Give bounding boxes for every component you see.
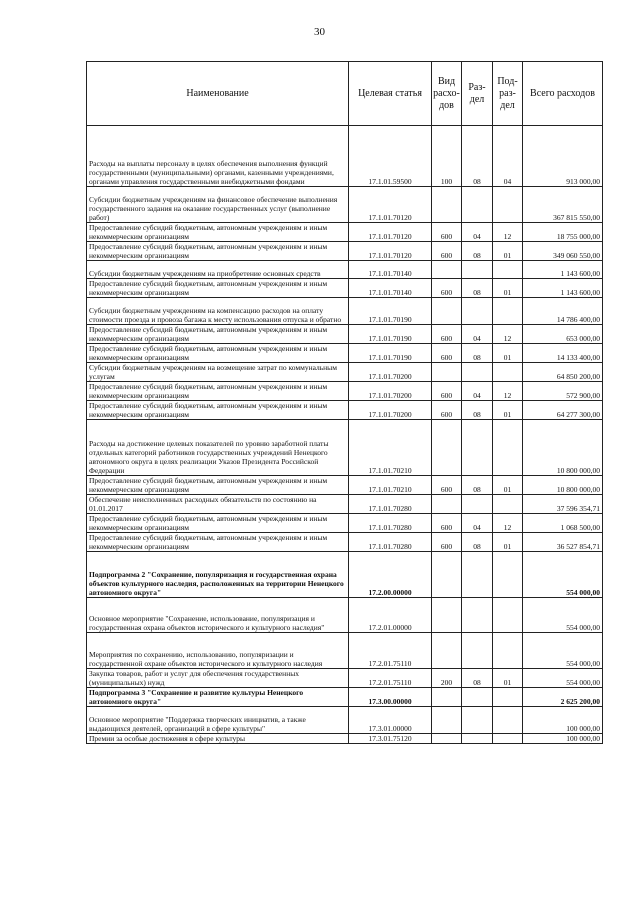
cell-podrazdel — [493, 261, 523, 279]
cell-code: 17.1.01.70120 — [349, 242, 432, 261]
cell-vid: 600 — [432, 325, 462, 344]
cell-vid — [432, 261, 462, 279]
table-header-row — [87, 62, 603, 126]
cell-razdel: 04 — [462, 223, 493, 242]
cell-code: 17.1.01.70280 — [349, 495, 432, 514]
table-row — [87, 223, 603, 242]
cell-name: Предоставление субсидий бюджетным, автономным учреждениям и иным некоммерческим организациям — [87, 344, 349, 363]
cell-name: Субсидии бюджетным учреждениям на возмещение затрат по коммунальным услугам — [87, 363, 349, 382]
cell-name: Подпрограмма 3 "Сохранение и развитие культуры Ненецкого автономного округа" — [87, 688, 349, 707]
cell-name: Основное мероприятие "Поддержка творческих инициатив, а также выдающихся деятелей, организаций в сфере культуры" — [87, 707, 349, 734]
cell-code: 17.1.01.70280 — [349, 514, 432, 533]
cell-vid — [432, 598, 462, 633]
table-body — [87, 126, 603, 744]
cell-code: 17.1.01.70210 — [349, 420, 432, 476]
cell-sum: 64 850 200,00 — [523, 363, 603, 382]
cell-vid: 600 — [432, 242, 462, 261]
table-row — [87, 187, 603, 223]
cell-vid: 100 — [432, 126, 462, 187]
cell-name: Предоставление субсидий бюджетным, автономным учреждениям и иным некоммерческим организациям — [87, 325, 349, 344]
table-row — [87, 688, 603, 707]
cell-sum: 554 000,00 — [523, 669, 603, 688]
cell-name: Предоставление субсидий бюджетным, автономным учреждениям и иным некоммерческим организациям — [87, 401, 349, 420]
cell-vid: 600 — [432, 344, 462, 363]
cell-podrazdel — [493, 187, 523, 223]
cell-razdel: 08 — [462, 401, 493, 420]
cell-name: Обеспечение неисполненных расходных обязательств по состоянию на 01.01.2017 — [87, 495, 349, 514]
cell-vid — [432, 187, 462, 223]
table-row — [87, 325, 603, 344]
page-number: 30 — [314, 26, 325, 38]
cell-razdel: 08 — [462, 126, 493, 187]
header-name: Наименование — [87, 62, 349, 126]
cell-name: Расходы на достижение целевых показателей по уровню заработной платы отдельных категорий работников государственных учреждений Ненецкого автономного округа в целях реализации Указов Президента Российской Федерации — [87, 420, 349, 476]
cell-code: 17.1.01.70190 — [349, 325, 432, 344]
cell-razdel: 08 — [462, 279, 493, 298]
cell-name: Предоставление субсидий бюджетным, автономным учреждениям и иным некоммерческим организациям — [87, 382, 349, 401]
cell-code: 17.3.01.00000 — [349, 707, 432, 734]
cell-vid: 600 — [432, 476, 462, 495]
cell-podrazdel — [493, 552, 523, 598]
cell-vid: 600 — [432, 514, 462, 533]
cell-sum: 913 000,00 — [523, 126, 603, 187]
cell-vid: 600 — [432, 382, 462, 401]
cell-vid — [432, 734, 462, 744]
cell-name: Предоставление субсидий бюджетным, автономным учреждениям и иным некоммерческим организациям — [87, 533, 349, 552]
table-row — [87, 363, 603, 382]
cell-podrazdel: 01 — [493, 242, 523, 261]
cell-vid — [432, 420, 462, 476]
cell-vid: 200 — [432, 669, 462, 688]
cell-podrazdel — [493, 633, 523, 669]
cell-name: Подпрограмма 2 "Сохранение, популяризация и государственная охрана объектов культурного наследия, расположенных на территории Ненецкого автономного округа" — [87, 552, 349, 598]
cell-vid — [432, 495, 462, 514]
header-podrazdel: Под-раз-дел — [493, 62, 523, 126]
cell-razdel — [462, 707, 493, 734]
cell-code: 17.1.01.70140 — [349, 279, 432, 298]
cell-code: 17.1.01.70140 — [349, 261, 432, 279]
cell-code: 17.1.01.70280 — [349, 533, 432, 552]
cell-podrazdel: 12 — [493, 382, 523, 401]
cell-sum: 14 786 400,00 — [523, 298, 603, 325]
cell-razdel — [462, 552, 493, 598]
cell-name: Предоставление субсидий бюджетным, автономным учреждениям и иным некоммерческим организациям — [87, 223, 349, 242]
cell-podrazdel — [493, 734, 523, 744]
cell-sum: 18 755 000,00 — [523, 223, 603, 242]
table-row — [87, 382, 603, 401]
table-row — [87, 476, 603, 495]
cell-code: 17.3.00.00000 — [349, 688, 432, 707]
table-row — [87, 401, 603, 420]
cell-razdel — [462, 261, 493, 279]
cell-vid: 600 — [432, 279, 462, 298]
cell-name: Предоставление субсидий бюджетным, автономным учреждениям и иным некоммерческим организациям — [87, 476, 349, 495]
table-row — [87, 533, 603, 552]
cell-sum: 653 000,00 — [523, 325, 603, 344]
table-row — [87, 734, 603, 744]
cell-razdel: 08 — [462, 344, 493, 363]
cell-name: Премии за особые достижения в сфере культуры — [87, 734, 349, 744]
table-row — [87, 344, 603, 363]
cell-name: Мероприятия по сохранению, использованию, популяризации и государственной охране объектов исторического и культурного наследия — [87, 633, 349, 669]
cell-podrazdel: 04 — [493, 126, 523, 187]
cell-name: Предоставление субсидий бюджетным, автономным учреждениям и иным некоммерческим организациям — [87, 242, 349, 261]
cell-sum: 1 143 600,00 — [523, 279, 603, 298]
cell-podrazdel: 01 — [493, 476, 523, 495]
cell-sum: 37 596 354,71 — [523, 495, 603, 514]
table-row — [87, 633, 603, 669]
cell-code: 17.1.01.70120 — [349, 223, 432, 242]
cell-podrazdel — [493, 363, 523, 382]
table-row — [87, 279, 603, 298]
cell-podrazdel: 12 — [493, 325, 523, 344]
cell-code: 17.1.01.70200 — [349, 401, 432, 420]
cell-name: Расходы на выплаты персоналу в целях обеспечения выполнения функций государственными (муниципальными) органами, казенными учреждениями, органами управления государственными внебюджетными фондами — [87, 126, 349, 187]
cell-razdel — [462, 495, 493, 514]
cell-sum: 1 068 500,00 — [523, 514, 603, 533]
cell-code: 17.1.01.70210 — [349, 476, 432, 495]
header-vid: Вид расхо-дов — [432, 62, 462, 126]
cell-razdel: 04 — [462, 325, 493, 344]
cell-sum: 367 815 550,00 — [523, 187, 603, 223]
cell-code: 17.2.01.75110 — [349, 633, 432, 669]
table-row — [87, 420, 603, 476]
cell-vid: 600 — [432, 223, 462, 242]
cell-razdel — [462, 633, 493, 669]
cell-sum: 100 000,00 — [523, 707, 603, 734]
header-code: Целевая статья — [349, 62, 432, 126]
cell-podrazdel: 01 — [493, 533, 523, 552]
cell-razdel: 04 — [462, 514, 493, 533]
cell-name: Субсидии бюджетным учреждениям на приобретение основных средств — [87, 261, 349, 279]
cell-sum: 2 625 200,00 — [523, 688, 603, 707]
table-row — [87, 495, 603, 514]
cell-code: 17.2.00.00000 — [349, 552, 432, 598]
cell-name: Предоставление субсидий бюджетным, автономным учреждениям и иным некоммерческим организациям — [87, 279, 349, 298]
cell-podrazdel — [493, 298, 523, 325]
cell-code: 17.3.01.75120 — [349, 734, 432, 744]
cell-razdel — [462, 598, 493, 633]
cell-vid — [432, 707, 462, 734]
cell-podrazdel — [493, 598, 523, 633]
cell-code: 17.2.01.75110 — [349, 669, 432, 688]
cell-sum: 10 800 000,00 — [523, 420, 603, 476]
cell-razdel — [462, 688, 493, 707]
table-row — [87, 669, 603, 688]
cell-razdel — [462, 734, 493, 744]
cell-podrazdel — [493, 420, 523, 476]
cell-sum: 349 060 550,00 — [523, 242, 603, 261]
cell-podrazdel: 01 — [493, 401, 523, 420]
cell-podrazdel: 12 — [493, 223, 523, 242]
cell-code: 17.1.01.70200 — [349, 382, 432, 401]
cell-razdel: 08 — [462, 476, 493, 495]
cell-podrazdel: 12 — [493, 514, 523, 533]
cell-vid — [432, 552, 462, 598]
budget-table — [86, 61, 603, 744]
cell-vid — [432, 363, 462, 382]
table-row — [87, 298, 603, 325]
cell-podrazdel: 01 — [493, 279, 523, 298]
table-row — [87, 598, 603, 633]
cell-code: 17.1.01.70200 — [349, 363, 432, 382]
cell-razdel — [462, 187, 493, 223]
cell-sum: 100 000,00 — [523, 734, 603, 744]
table-row — [87, 242, 603, 261]
cell-podrazdel — [493, 495, 523, 514]
header-razdel: Раз-дел — [462, 62, 493, 126]
cell-vid: 600 — [432, 401, 462, 420]
cell-razdel — [462, 363, 493, 382]
cell-sum: 64 277 300,00 — [523, 401, 603, 420]
cell-podrazdel: 01 — [493, 344, 523, 363]
cell-sum: 10 800 000,00 — [523, 476, 603, 495]
cell-name: Предоставление субсидий бюджетным, автономным учреждениям и иным некоммерческим организациям — [87, 514, 349, 533]
cell-code: 17.1.01.70120 — [349, 187, 432, 223]
cell-podrazdel — [493, 707, 523, 734]
cell-razdel: 04 — [462, 382, 493, 401]
cell-sum: 554 000,00 — [523, 633, 603, 669]
cell-vid — [432, 633, 462, 669]
cell-sum: 36 527 854,71 — [523, 533, 603, 552]
cell-name: Основное мероприятие "Сохранение, использование, популяризация и государственная охрана объектов исторического и культурного наследия" — [87, 598, 349, 633]
cell-razdel: 08 — [462, 533, 493, 552]
cell-code: 17.1.01.59500 — [349, 126, 432, 187]
table-row — [87, 707, 603, 734]
cell-sum: 1 143 600,00 — [523, 261, 603, 279]
cell-code: 17.2.01.00000 — [349, 598, 432, 633]
cell-razdel — [462, 298, 493, 325]
cell-vid — [432, 298, 462, 325]
cell-code: 17.1.01.70190 — [349, 344, 432, 363]
table-row — [87, 261, 603, 279]
cell-podrazdel — [493, 688, 523, 707]
cell-sum: 572 900,00 — [523, 382, 603, 401]
cell-code: 17.1.01.70190 — [349, 298, 432, 325]
cell-razdel: 08 — [462, 242, 493, 261]
table-row — [87, 514, 603, 533]
table-row — [87, 126, 603, 187]
cell-podrazdel: 01 — [493, 669, 523, 688]
header-total: Всего расходов — [523, 62, 603, 126]
cell-razdel — [462, 420, 493, 476]
cell-name: Субсидии бюджетным учреждениям на компенсацию расходов на оплату стоимости проезда и провоза багажа к месту использования отпуска и обратно — [87, 298, 349, 325]
cell-name: Субсидии бюджетным учреждениям на финансовое обеспечение выполнения государственного задания на оказание государственных услуг (выполнение работ) — [87, 187, 349, 223]
cell-sum: 554 000,00 — [523, 552, 603, 598]
cell-vid — [432, 688, 462, 707]
table-row — [87, 552, 603, 598]
cell-sum: 14 133 400,00 — [523, 344, 603, 363]
cell-vid: 600 — [432, 533, 462, 552]
cell-sum: 554 000,00 — [523, 598, 603, 633]
cell-razdel: 08 — [462, 669, 493, 688]
cell-name: Закупка товаров, работ и услуг для обеспечения государственных (муниципальных) нужд — [87, 669, 349, 688]
